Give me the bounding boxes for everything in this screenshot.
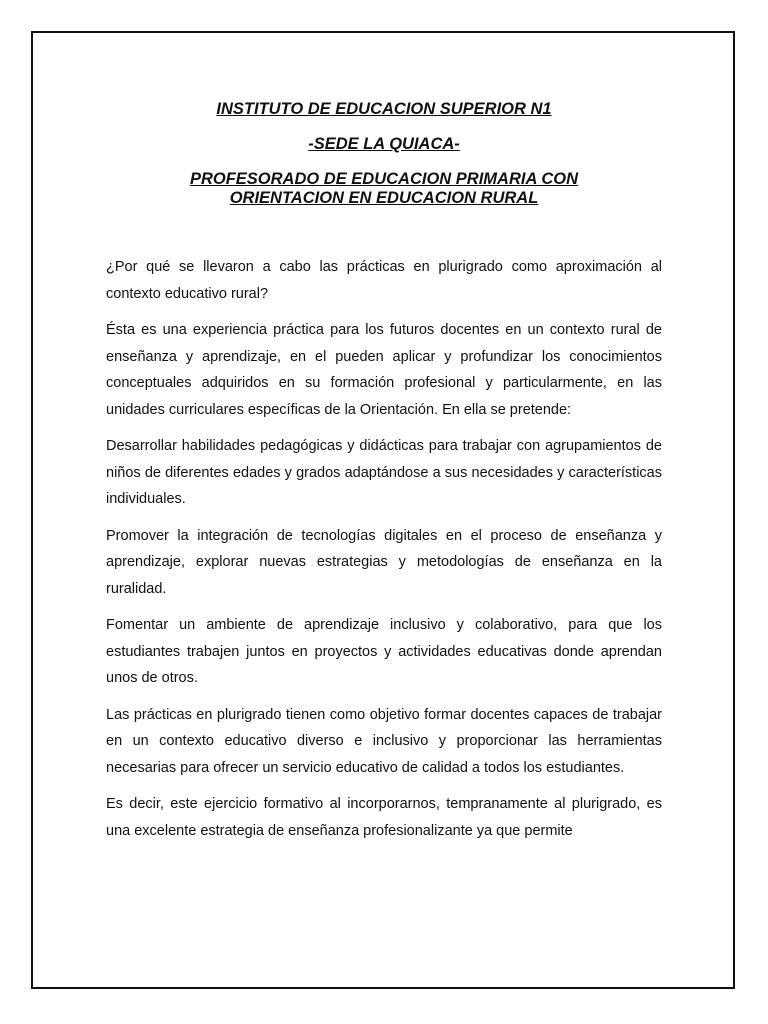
program-title-line-1: PROFESORADO DE EDUCACION PRIMARIA CON	[189, 170, 579, 188]
campus-subtitle: -SEDE LA QUIACA-	[308, 135, 460, 153]
paragraph-pedagogical-skills: Desarrollar habilidades pedagógicas y didácticas para trabajar con agrupamientos de niños de diferentes edades y grados adaptándose a sus necesidades y características individuales.	[106, 438, 662, 507]
document-header	[106, 100, 662, 208]
paragraph-conclusion: Es decir, este ejercicio formativo al incorporarnos, tempranamente al plurigrado, es una excelente estrategia de enseñanza profesionalizante ya que permite	[106, 796, 662, 839]
document-body	[106, 254, 662, 854]
paragraph-experience: Ésta es una experiencia práctica para los futuros docentes en un contexto rural de enseñanza y aprendizaje, en el pueden aplicar y profundizar los conocimientos conceptuales adquiridos en su formación profesional y particularmente, en las unidades curriculares específicas de la Orientación. En ella se pretende:	[106, 322, 662, 418]
paragraph-objective: Las prácticas en plurigrado tienen como objetivo formar docentes capaces de trabajar en un contexto educativo diverso e inclusivo y proporcionar las herramientas necesarias para ofrecer un servicio educativo de calidad a todos los estudiantes.	[106, 706, 662, 776]
paragraph-question: ¿Por qué se llevaron a cabo las prácticas en plurigrado como aproximación al contexto educativo rural?	[106, 259, 662, 302]
institution-title: INSTITUTO DE EDUCACION SUPERIOR N1	[216, 100, 552, 118]
program-title-line-2: ORIENTACION EN EDUCACION RURAL	[229, 189, 539, 207]
paragraph-inclusive-environment: Fomentar un ambiente de aprendizaje inclusivo y colaborativo, para que los estudiantes trabajen juntos en proyectos y actividades educativas donde aprendan unos de otros.	[106, 617, 662, 686]
paragraph-digital-technologies: Promover la integración de tecnologías digitales en el proceso de enseñanza y aprendizaje, explorar nuevas estrategias y metodologías de enseñanza en la ruralidad.	[106, 527, 662, 597]
